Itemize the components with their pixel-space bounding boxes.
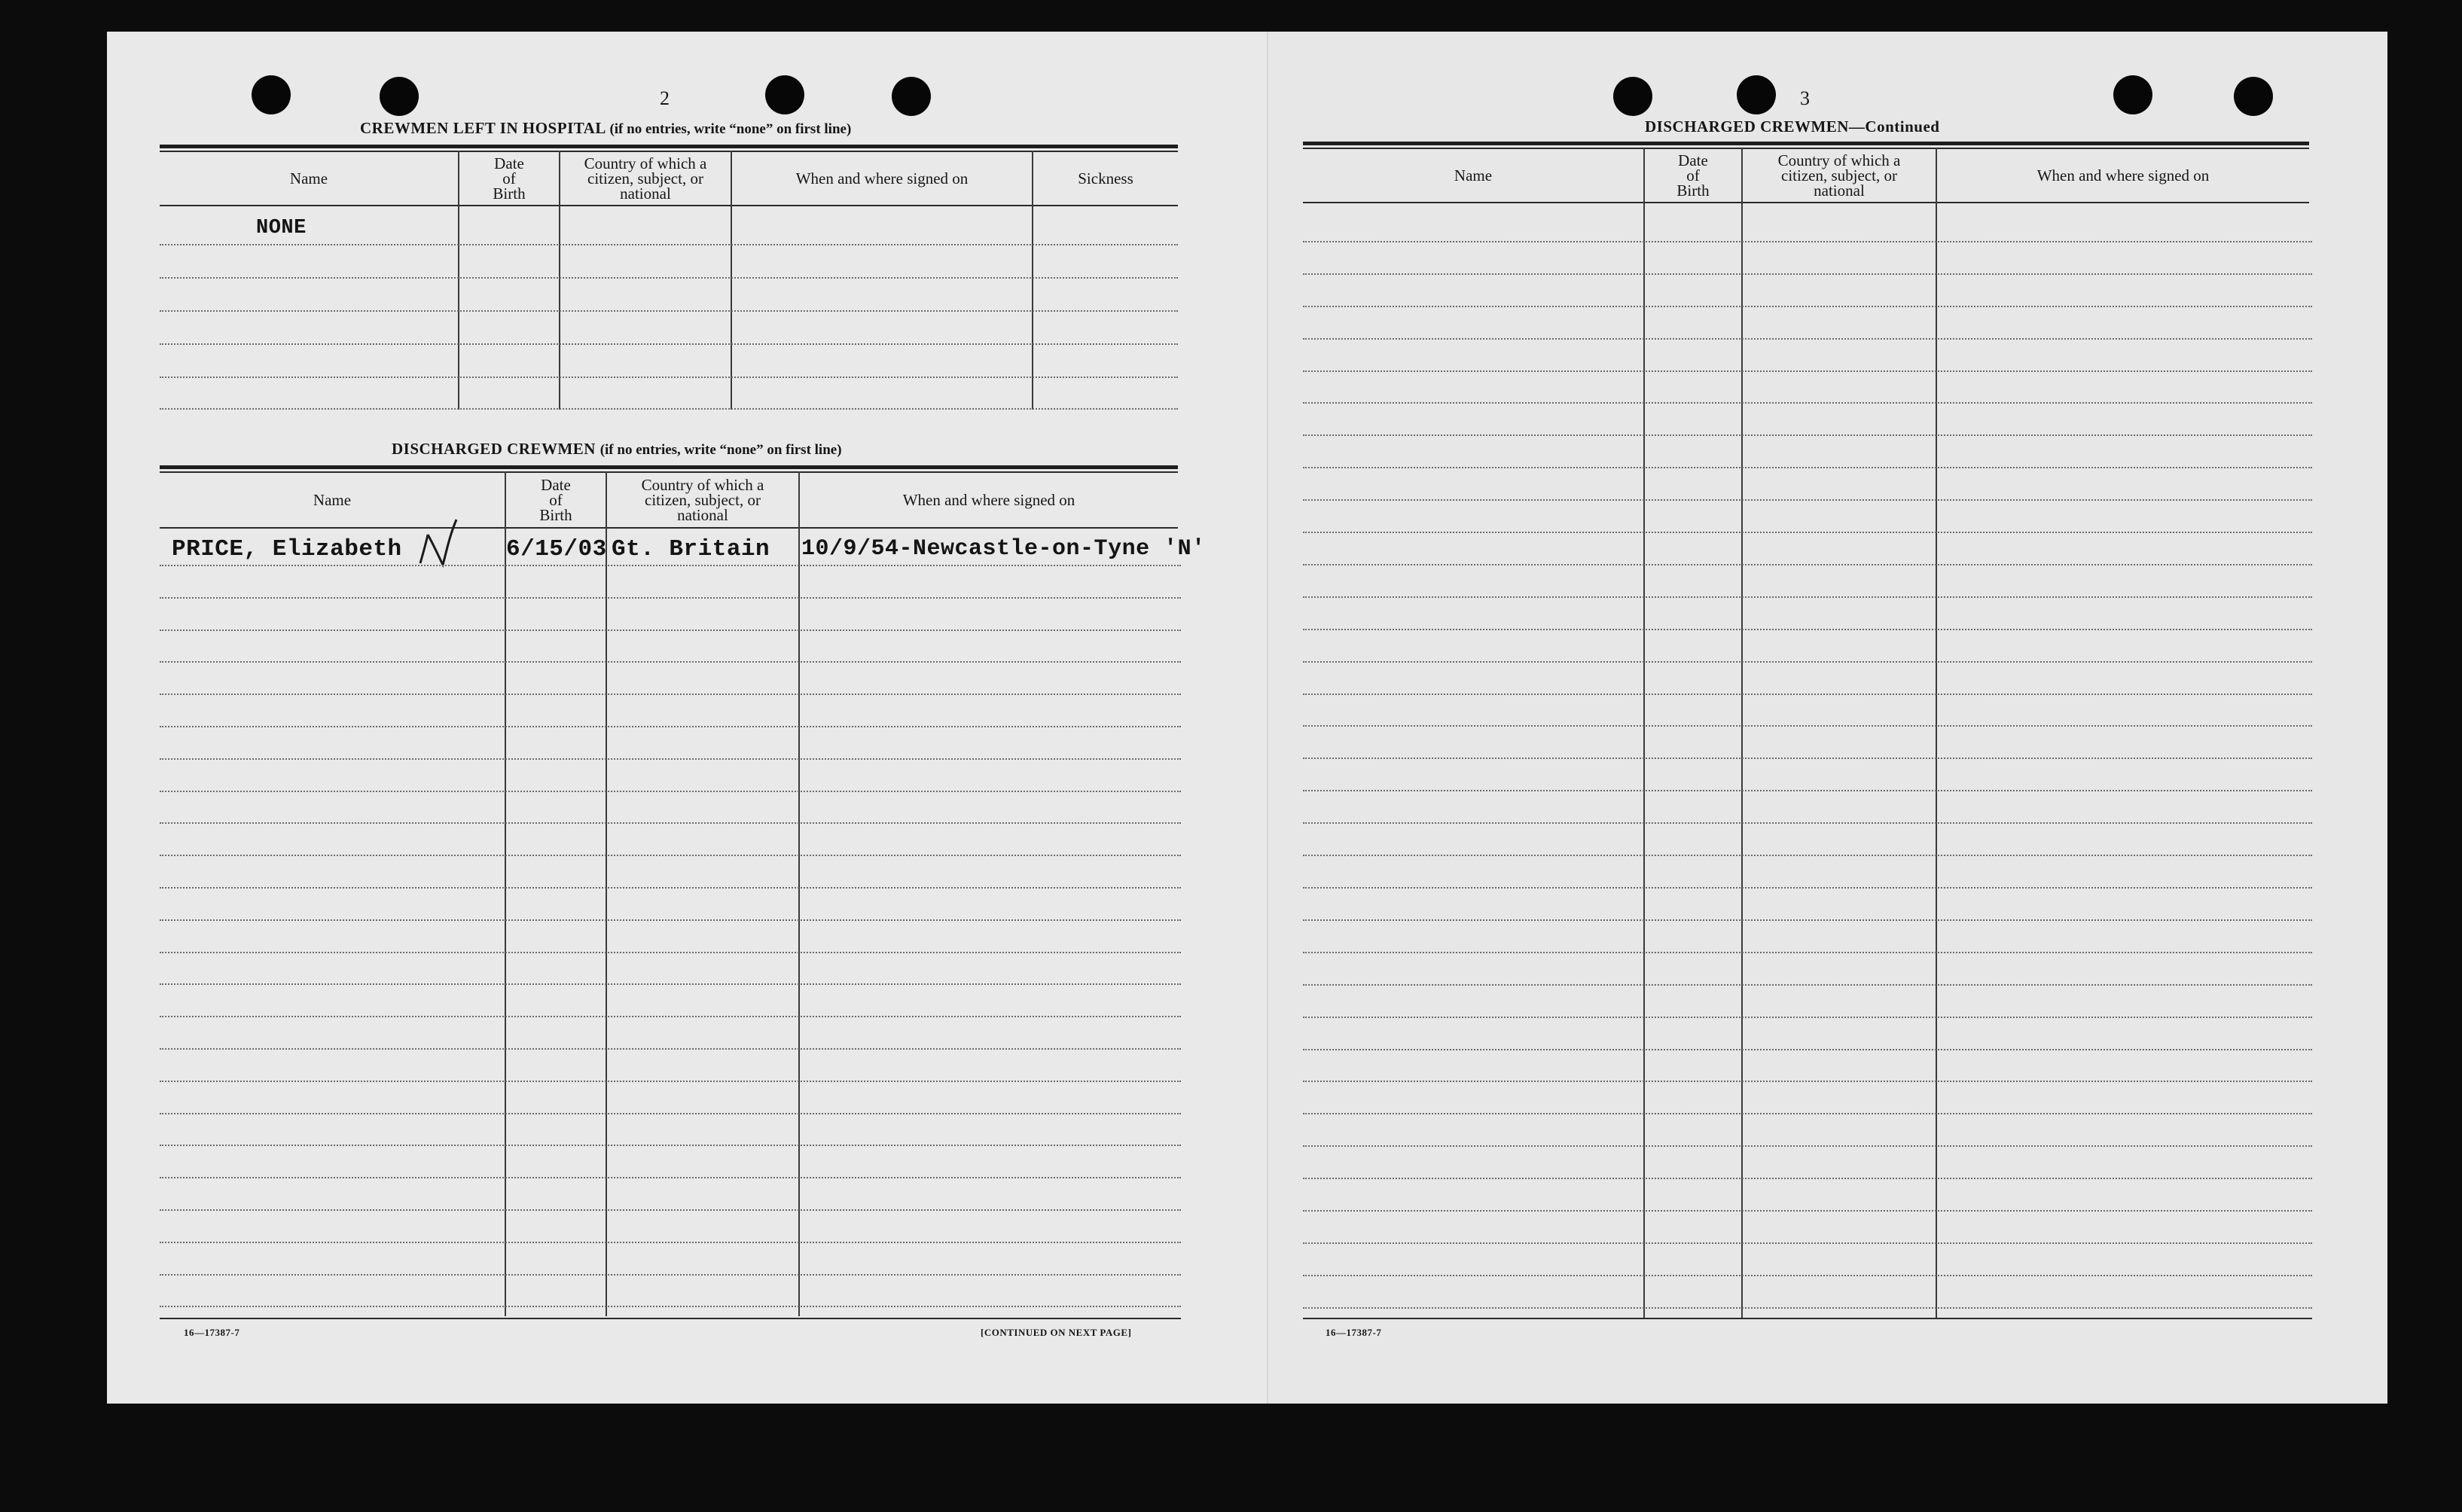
right-bottom-rule: [1303, 1318, 2312, 1319]
table-row-line: [160, 758, 1181, 760]
table-row-line: [160, 919, 1181, 921]
table-row-line: [160, 1209, 1181, 1211]
table-row-line: [1303, 434, 2312, 436]
table-row-line: [1303, 402, 2312, 404]
table-row-line: [1303, 499, 2312, 501]
hospital-row-line: [160, 277, 1178, 279]
hospital-col-dob: Date of Birth: [493, 154, 526, 203]
table-row-line: [160, 791, 1181, 792]
table-row-line: [1303, 661, 2312, 663]
table-row-line: [1303, 855, 2312, 856]
hospital-row-line: [160, 244, 1178, 245]
hospital-col-country: Country of which a citizen, subject, or national: [584, 154, 707, 203]
hospital-title-note: (if no entries, write “none” on first line): [609, 121, 852, 137]
right-col-divider: [1741, 148, 1743, 1319]
hospital-row-line: [160, 310, 1178, 312]
continued-note: [CONTINUED ON NEXT PAGE]: [981, 1327, 1132, 1338]
discharged-col-name: Name: [313, 491, 352, 509]
table-row-line: [1303, 532, 2312, 533]
table-row-line: [160, 1306, 1181, 1307]
page-fold: [1267, 32, 1268, 1404]
punch-hole: [252, 75, 291, 114]
right-col-divider: [1643, 148, 1645, 1319]
table-row-line: [1303, 467, 2312, 468]
discharged-col-signed-on: When and where signed on: [902, 491, 1075, 509]
table-row-line: [160, 887, 1181, 889]
discharged-title-text: DISCHARGED CREWMEN: [392, 440, 596, 458]
hospital-col-name: Name: [289, 169, 328, 187]
table-row-line: [1303, 306, 2312, 307]
table-row-line: [160, 565, 1181, 566]
table-row-line: [1303, 1081, 2312, 1082]
right-col-name: Name: [1454, 166, 1493, 184]
table-row-line: [160, 629, 1181, 631]
right-header-rule: [1303, 202, 2309, 203]
discharged-country-cell: Gt. Britain: [612, 536, 770, 562]
table-row-line: [160, 855, 1181, 856]
table-row-line: [1303, 1275, 2312, 1276]
hospital-header-rule: [160, 205, 1178, 206]
table-row-line: [1303, 241, 2312, 242]
right-col-divider: [1936, 148, 1937, 1319]
discharged-name-cell: PRICE, Elizabeth: [172, 536, 402, 562]
form-number-right: 16—17387-7: [1326, 1327, 1382, 1338]
discharged-title-note: (if no entries, write “none” on first line): [599, 442, 842, 458]
hospital-entry: NONE: [256, 217, 307, 239]
table-row-line: [1303, 596, 2312, 598]
punch-hole: [765, 75, 804, 114]
table-row-line: [1303, 370, 2312, 372]
table-row-line: [160, 1145, 1181, 1146]
table-row-line: [160, 1274, 1181, 1276]
table-row-line: [1303, 694, 2312, 695]
table-row-line: [1303, 1307, 2312, 1309]
table-row-line: [160, 1048, 1181, 1050]
table-row-line: [160, 597, 1181, 599]
table-row-line: [1303, 1210, 2312, 1212]
left-bottom-rule: [160, 1318, 1181, 1319]
table-row-line: [1303, 984, 2312, 986]
hospital-col-signed-on: When and where signed on: [795, 169, 969, 187]
punch-hole: [1737, 75, 1776, 114]
table-row-line: [160, 983, 1181, 985]
table-row-line: [1303, 1017, 2312, 1018]
table-row-line: [1303, 1113, 2312, 1114]
right-section-title: DISCHARGED CREWMEN—Continued: [1645, 117, 1940, 136]
table-row-line: [160, 661, 1181, 663]
hospital-title-text: CREWMEN LEFT IN HOSPITAL: [360, 119, 606, 137]
table-row-line: [1303, 919, 2312, 921]
punch-hole: [892, 77, 931, 116]
table-row-line: [1303, 338, 2312, 340]
table-row-line: [160, 822, 1181, 824]
right-col-signed-on: When and where signed on: [2036, 166, 2210, 184]
table-row-line: [1303, 952, 2312, 953]
punch-hole: [1613, 77, 1652, 116]
discharged-col-country: Country of which a citizen, subject, or national: [641, 476, 764, 524]
table-row-line: [1303, 887, 2312, 889]
check-mark: [416, 515, 459, 568]
discharged-top-rule: [160, 465, 1178, 469]
table-row-line: [160, 1242, 1181, 1243]
table-row-line: [160, 1016, 1181, 1017]
hospital-row-line: [160, 343, 1178, 345]
table-row-line: [160, 694, 1181, 695]
table-row-line: [1303, 822, 2312, 824]
table-row-line: [1303, 273, 2312, 275]
punch-hole: [2113, 75, 2152, 114]
hospital-col-sickness: Sickness: [1078, 169, 1133, 187]
discharged-dob-cell: 6/15/03: [506, 536, 607, 562]
punch-hole: [380, 77, 419, 116]
table-row-line: [1303, 1049, 2312, 1050]
right-col-country: Country of which a citizen, subject, or national: [1777, 151, 1901, 200]
discharged-signed-on-cell: 10/9/54-Newcastle-on-Tyne 'N': [801, 536, 1206, 562]
discharged-col-dob: Date of Birth: [539, 476, 572, 524]
table-row-line: [160, 726, 1181, 727]
table-row-line: [160, 1177, 1181, 1178]
table-row-line: [1303, 758, 2312, 759]
punch-hole: [2234, 77, 2273, 116]
table-row-line: [160, 1113, 1181, 1114]
page-number-right: 3: [1800, 87, 1810, 109]
table-row-line: [1303, 564, 2312, 565]
table-row-line: [1303, 629, 2312, 630]
table-row-line: [1303, 725, 2312, 727]
discharged-section-title: [392, 440, 842, 459]
table-row-line: [1303, 790, 2312, 791]
table-row-line: [1303, 1242, 2312, 1244]
right-col-dob: Date of Birth: [1676, 151, 1710, 200]
right-top-rule: [1303, 142, 2309, 145]
hospital-section-title: [360, 119, 851, 138]
table-row-line: [1303, 1178, 2312, 1179]
table-row-line: [160, 1081, 1181, 1082]
hospital-top-rule: [160, 145, 1178, 148]
page-number-left: 2: [660, 87, 670, 109]
form-number-left: 16—17387-7: [184, 1327, 240, 1338]
discharged-header-rule: [160, 527, 1178, 529]
table-row-line: [1303, 1145, 2312, 1147]
hospital-row-line: [160, 408, 1178, 410]
hospital-row-line: [160, 376, 1178, 378]
table-row-line: [160, 952, 1181, 953]
